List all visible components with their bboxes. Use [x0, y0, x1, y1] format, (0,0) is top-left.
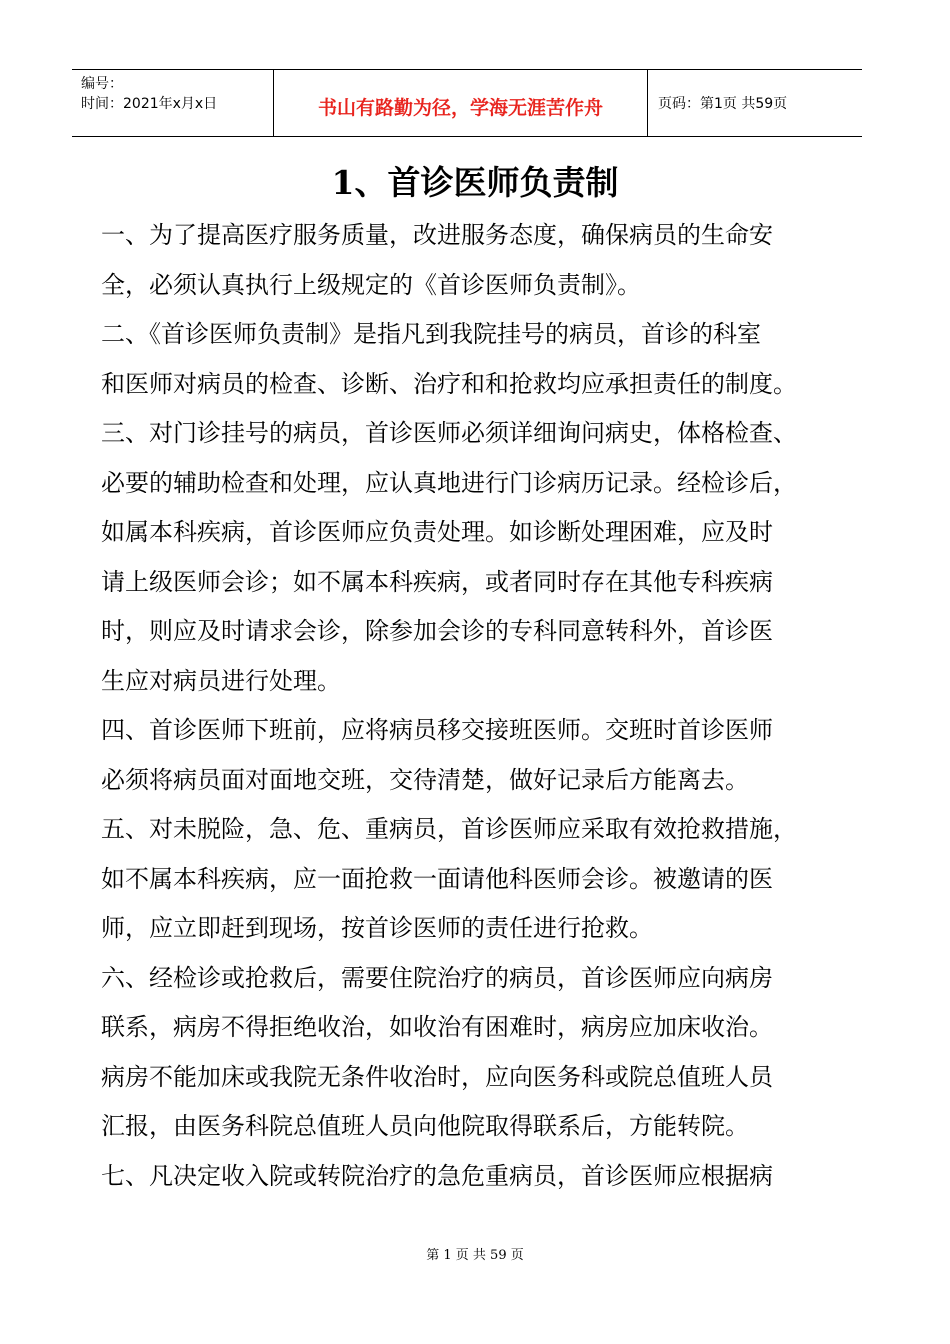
paragraph-line: 一、为了提高医疗服务质量，改进服务态度，确保病员的生命安	[101, 221, 773, 249]
document-number-label: 编号：	[81, 76, 123, 92]
paragraph-line: 五、对未脱险，急、危、重病员，首诊医师应采取有效抢救措施，	[101, 815, 797, 843]
paragraph-line: 联系，病房不得拒绝收治，如收治有困难时，病房应加床收治。	[101, 1013, 773, 1041]
paragraph-line: 四、首诊医师下班前，应将病员移交接班医师。交班时首诊医师	[101, 716, 773, 744]
paragraph-line: 必要的辅助检查和处理，应认真地进行门诊病历记录。经检诊后，	[101, 468, 797, 497]
paragraph-line: 时，则应及时请求会诊，除参加会诊的专科同意转科外，首诊医	[101, 617, 773, 645]
paragraph-line: 六、经检诊或抢救后，需要住院治疗的病员，首诊医师应向病房	[101, 963, 773, 992]
paragraph-line: 请上级医师会诊；如不属本科疾病，或者同时存在其他专科疾病	[101, 567, 773, 596]
paragraph-line: 全，必须认真执行上级规定的《首诊医师负责制》。	[101, 270, 641, 299]
paragraph-line: 必须将病员面对面地交班，交待清楚，做好记录后方能离去。	[101, 765, 749, 794]
document-body	[101, 211, 841, 1201]
header-meta	[72, 70, 274, 136]
document-time-label: 时间：2021年x月x日	[81, 96, 218, 112]
paragraph-line: 病房不能加床或我院无条件收治时，应向医务科或院总值班人员	[101, 1062, 773, 1091]
paragraph-1	[101, 211, 841, 310]
paragraph-line: 三、对门诊挂号的病员，首诊医师必须详细询问病史，体格检查、	[101, 419, 797, 447]
paragraph-line: 生应对病员进行处理。	[101, 666, 341, 695]
header-motto: 书山有路勤为径，学海无涯苦作舟	[274, 70, 648, 136]
page-header	[72, 69, 862, 137]
paragraph-5	[101, 805, 841, 954]
paragraph-4	[101, 706, 841, 805]
paragraph-7	[101, 1152, 841, 1202]
paragraph-2	[101, 310, 841, 409]
paragraph-line: 二、《首诊医师负责制》是指凡到我院挂号的病员，首诊的科室	[101, 320, 761, 348]
paragraph-line: 如属本科疾病，首诊医师应负责处理。如诊断处理困难，应及时	[101, 518, 773, 546]
paragraph-6	[101, 954, 841, 1152]
paragraph-line: 七、凡决定收入院或转院治疗的急危重病员，首诊医师应根据病	[101, 1161, 773, 1190]
paragraph-line: 如不属本科疾病，应一面抢救一面请他科医师会诊。被邀请的医	[101, 864, 773, 893]
header-page-number: 页码：第1页 共59页	[658, 96, 788, 112]
page-footer: 第 1 页 共 59 页	[426, 1248, 524, 1263]
document-title: 1、首诊医师负责制	[331, 163, 619, 202]
paragraph-line: 和医师对病员的检查、诊断、治疗和和抢救均应承担责任的制度。	[101, 369, 797, 398]
paragraph-line: 汇报，由医务科院总值班人员向他院取得联系后，方能转院。	[101, 1112, 749, 1140]
paragraph-line: 师，应立即赶到现场，按首诊医师的责任进行抢救。	[101, 914, 653, 942]
paragraph-3	[101, 409, 841, 706]
